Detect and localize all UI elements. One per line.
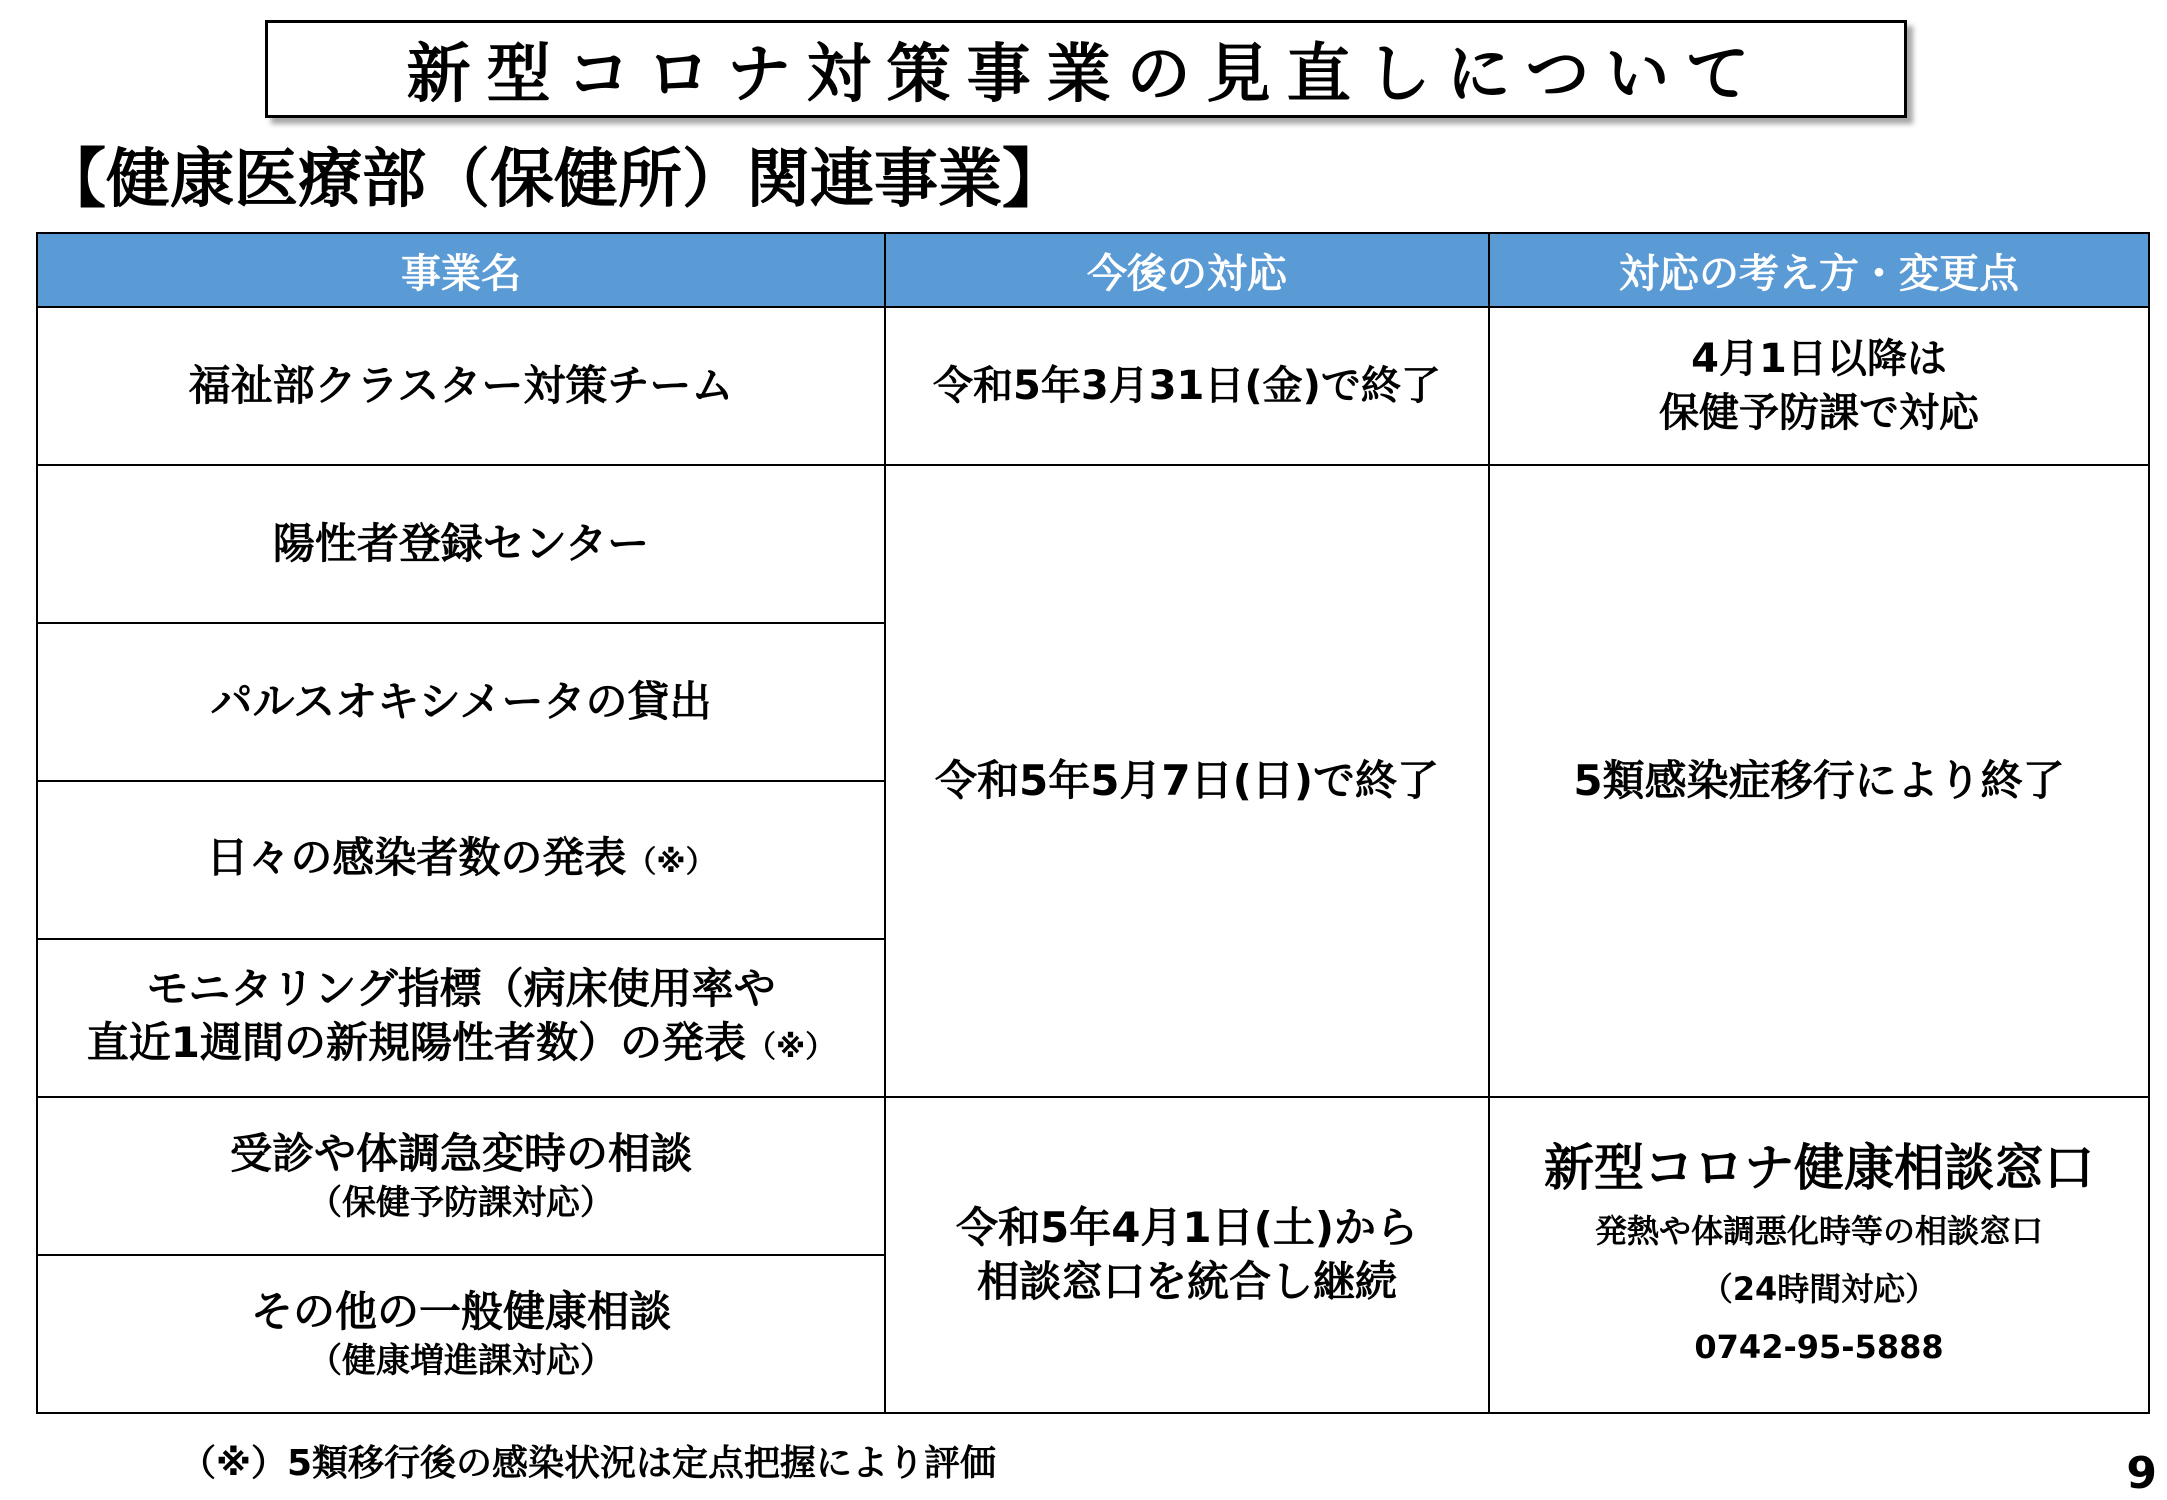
table-row — [37, 307, 2149, 465]
project-name-text: 受診や体調急変時の相談 — [229, 1129, 692, 1178]
consult-window-desc: 発熱や体調悪化時等の相談窓口 — [1594, 1212, 2043, 1250]
page-number: 9 — [2126, 1448, 2157, 1499]
project-name-cell — [37, 1097, 885, 1255]
action-cell-grouped: 令和5年5月7日(日)で終了 — [885, 465, 1489, 1097]
note-mark: （※） — [626, 844, 716, 880]
project-name-text: モニタリング指標（病床使用率や — [146, 963, 776, 1013]
action-line: 相談窓口を統合し継続 — [976, 1257, 1397, 1306]
consult-phone-number: 0742-95-5888 — [1694, 1328, 1944, 1366]
consult-window-hours: （24時間対応） — [1700, 1270, 1938, 1308]
policy-line: 4月1日以降は — [1691, 336, 1947, 382]
table-header-row — [37, 233, 2149, 307]
project-name-cell: パルスオキシメータの貸出 — [37, 623, 885, 781]
project-name-text: 日々の感染者数の発表 — [206, 832, 627, 882]
project-name-line2 — [44, 1016, 878, 1075]
section-heading: 【健康医療部（保健所）関連事業】 — [42, 143, 1066, 217]
footnote: （※）5類移行後の感染状況は定点把握により評価 — [180, 1443, 997, 1484]
project-name-text: その他の一般健康相談 — [250, 1287, 671, 1336]
action-line: 令和5年4月1日(土)から — [955, 1203, 1419, 1252]
header-future-action: 今後の対応 — [885, 233, 1489, 307]
page-title: 新型コロナ対策事業の見直しについて — [265, 20, 1907, 118]
table-row — [37, 465, 2149, 623]
project-subtext: （健康増進課対応） — [308, 1341, 614, 1381]
policy-cell-grouped: 5類感染症移行により終了 — [1489, 465, 2149, 1097]
project-name-cell: 福祉部クラスター対策チーム — [37, 307, 885, 465]
measures-table — [36, 232, 2150, 1414]
project-name-cell — [37, 1255, 885, 1413]
consult-window-title: 新型コロナ健康相談窓口 — [1544, 1139, 2094, 1197]
policy-cell — [1489, 307, 2149, 465]
header-policy-changes: 対応の考え方・変更点 — [1489, 233, 2149, 307]
policy-cell-consult — [1489, 1097, 2149, 1413]
table-row — [37, 1097, 2149, 1255]
project-name-text: 直近1週間の新規陽性者数）の発表 — [86, 1017, 747, 1067]
project-name-cell: 陽性者登録センター — [37, 465, 885, 623]
policy-line: 保健予防課で対応 — [1659, 390, 1979, 436]
project-name-cell — [37, 781, 885, 939]
header-project-name: 事業名 — [37, 233, 885, 307]
note-mark: （※） — [746, 1029, 836, 1065]
action-cell-consult — [885, 1097, 1489, 1413]
project-subtext: （保健予防課対応） — [308, 1183, 614, 1223]
project-name-cell — [37, 939, 885, 1097]
action-cell: 令和5年3月31日(金)で終了 — [885, 307, 1489, 465]
